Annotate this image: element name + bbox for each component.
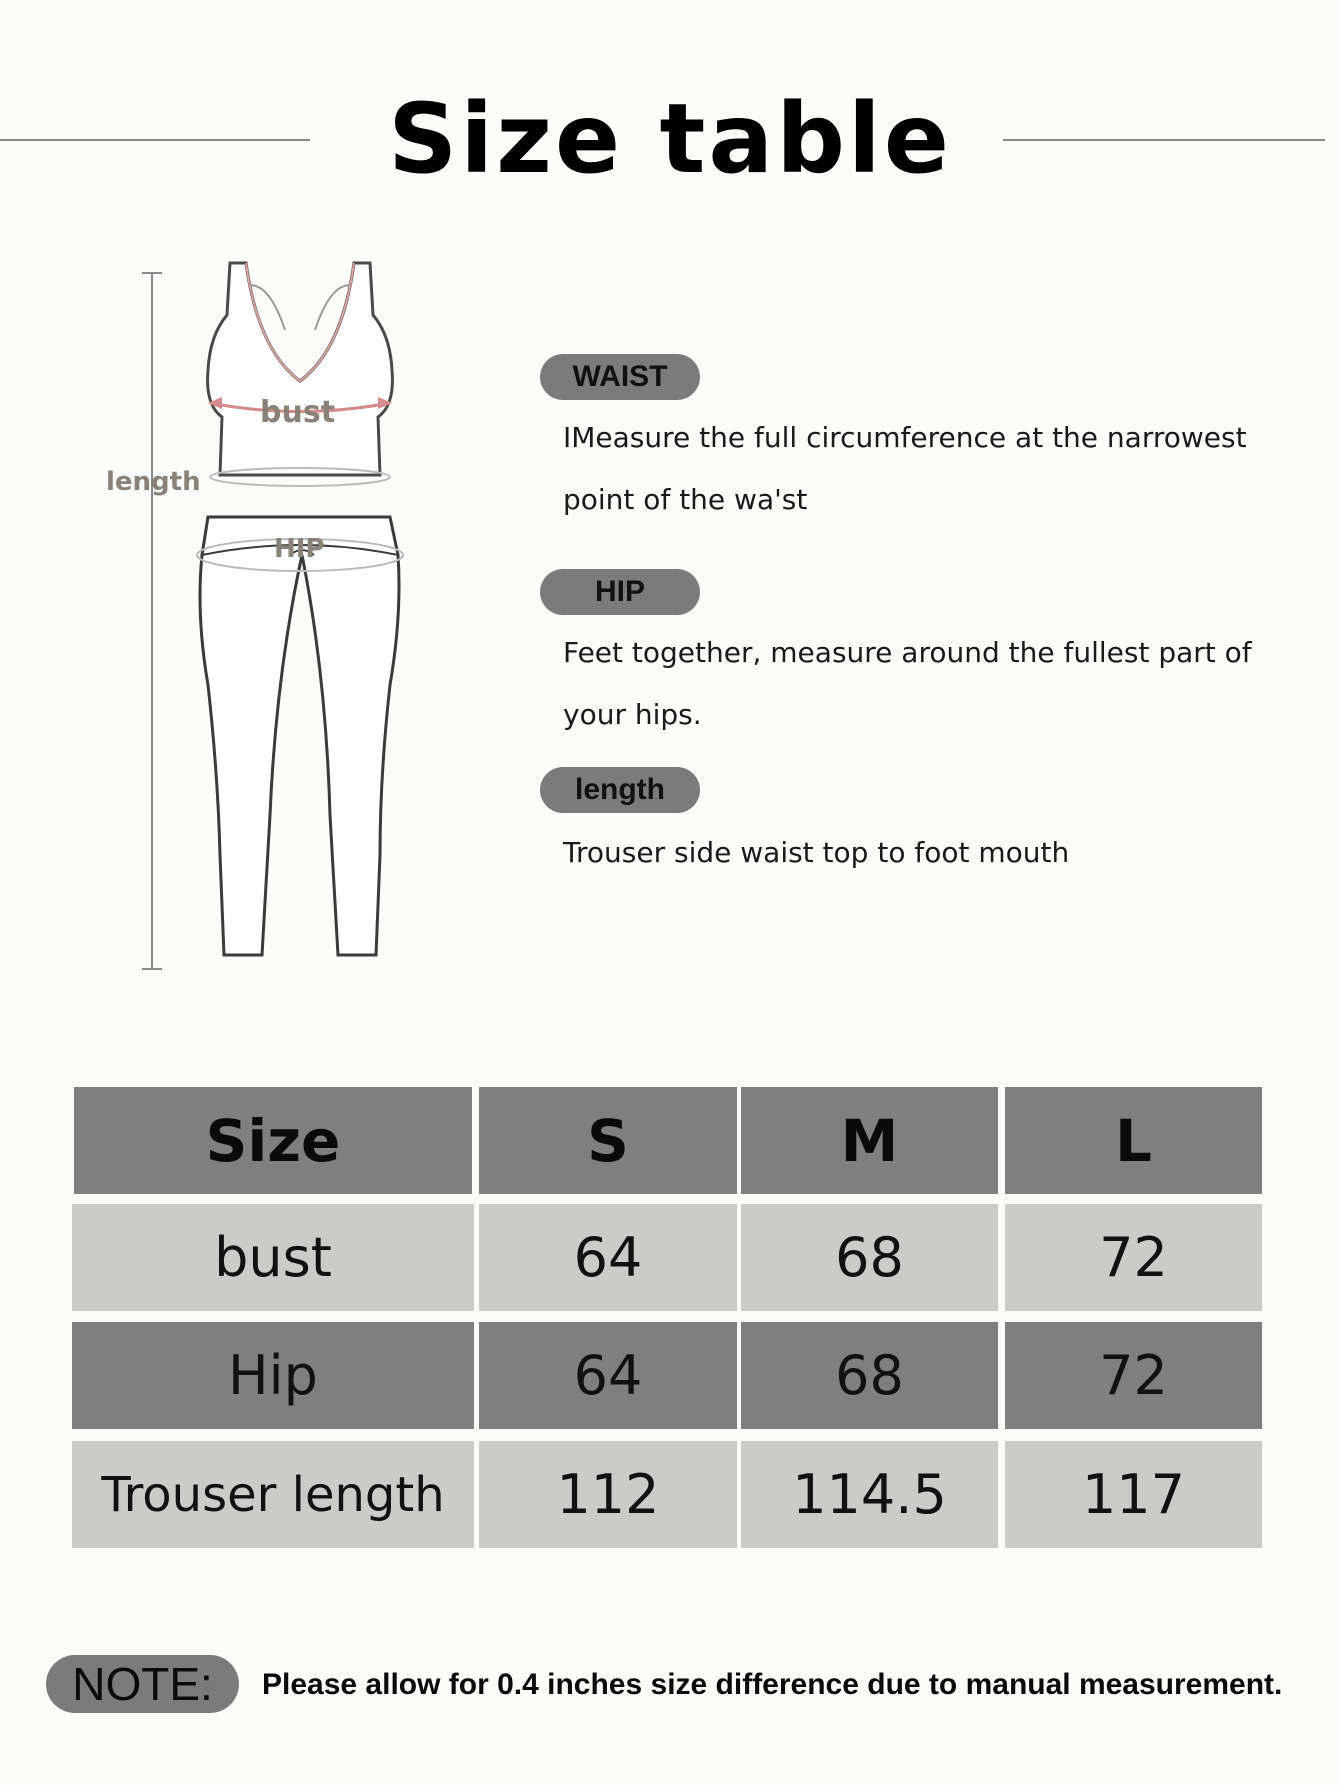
table-row-bust-label: bust [72,1204,474,1311]
table-row-trouser-length-label: Trouser length [72,1441,474,1548]
table-cell-bust-l: 72 [1005,1204,1262,1311]
length-desc-line-1: Trouser side waist top to foot mouth [563,836,1070,869]
table-cell-bust-m: 68 [741,1204,998,1311]
table-cell-hip-m: 68 [741,1322,998,1429]
length-tag: length [540,767,700,813]
waist-desc-line-1: IMeasure the full circumference at the narrowest [563,421,1247,454]
note-text: Please allow for 0.4 inches size difference due to manual measurement. [262,1668,1283,1701]
length-label: length [106,467,201,497]
table-header-l: L [1005,1087,1262,1194]
bust-label: bust [260,395,336,430]
table-header-m: M [741,1087,998,1194]
waist-tag: WAIST [540,354,700,400]
table-header-s: S [479,1087,737,1194]
table-cell-trouser-length-s: 112 [479,1441,737,1548]
waist-desc-line-2: point of the wa'st [563,483,808,516]
page-title: Size table [388,83,952,195]
garment-illustration [90,255,430,985]
note-label: NOTE: [46,1655,239,1713]
table-cell-bust-s: 64 [479,1204,737,1311]
hip-description [563,622,1263,746]
hip-desc-line-1: Feet together, measure around the fullest part of [563,636,1252,669]
hip-tag: HIP [540,569,700,615]
table-cell-hip-l: 72 [1005,1322,1262,1429]
table-cell-trouser-length-l: 117 [1005,1441,1262,1548]
table-cell-trouser-length-m: 114.5 [741,1441,998,1548]
table-header-size: Size [74,1087,472,1194]
leggings-outline [200,517,399,955]
hip-label: HIP [274,534,325,564]
garment-figure [90,255,430,985]
length-measure-line [142,273,162,969]
length-description [563,822,1263,884]
crop-top-outline [208,263,393,475]
hip-desc-line-2: your hips. [563,698,702,731]
waist-description [563,407,1263,531]
table-cell-hip-s: 64 [479,1322,737,1429]
header-rule-right [1003,139,1325,141]
table-row-hip-label: Hip [72,1322,474,1429]
